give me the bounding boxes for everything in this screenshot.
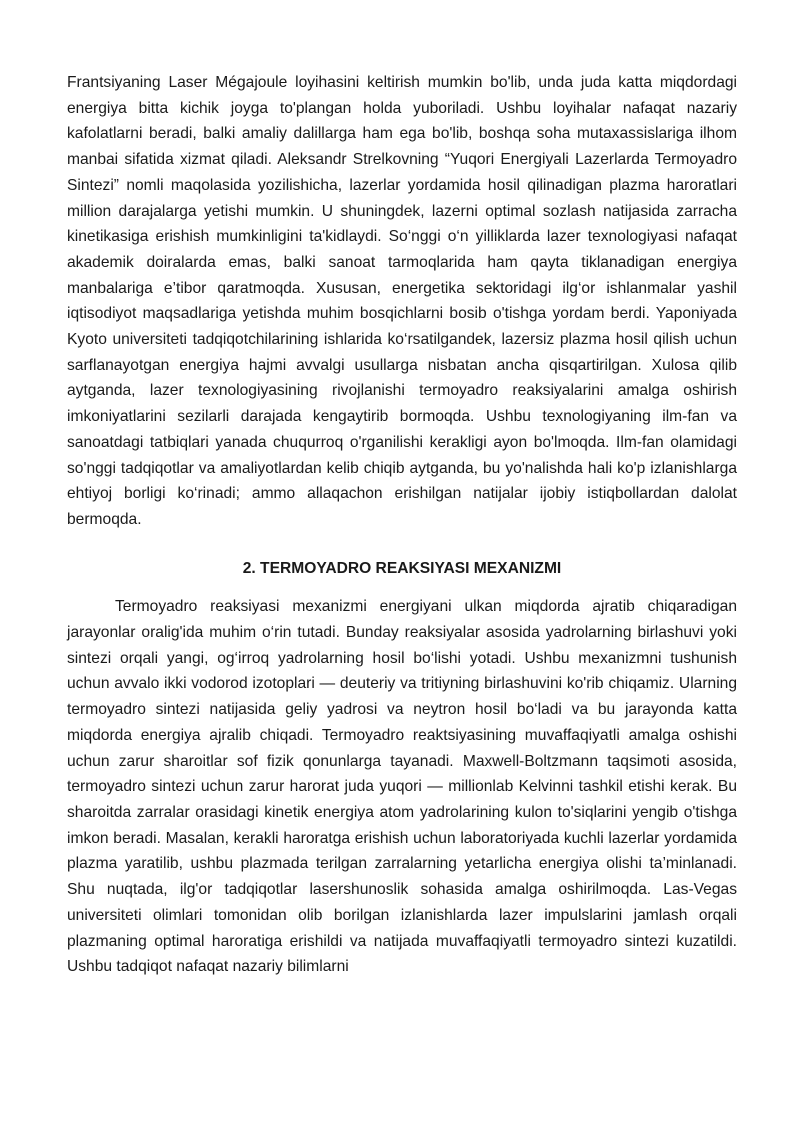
body-paragraph: Termoyadro reaksiyasi mexanizmi energiyani ulkan miqdorda ajratib chiqaradigan jarayonlar oralig'ida muhim o‘rin tutadi. Bunday reaksiyalar asosida yadrolarning birlashuvi yoki sintezi orqali yangi, og‘irroq yadrolarning hosil bo‘lishi yotadi. Ushbu mexanizmni tushunish uchun avvalo ikki vodorod izotoplari — deuteriy va tritiyning birlashuvini ko'rib chiqamiz. Ularning termoyadro sintezi natijasida geliy yadrosi va neytron hosil bo‘ladi va bu jarayonda katta miqdorda energiya ajralib chiqadi. Termoyadro reaktsiyasining muvaffaqiyatli amalga oshishi uchun zarur sharoitlar sof fizik qonunlarga tayanadi. Maxwell-Boltzmann taqsimoti asosida, termoyadro sintezi uchun zarur harorat juda yuqori — millionlab Kelvinni tashkil etishi kerak. Bu sharoitda zarralar orasidagi kinetik energiya atom yadrolarining kulon to'siqlarini yengib o'tishga imkon beradi. Masalan, kerakli haroratga erishish uchun laboratoriyada kuchli lazerlar yordamida plazma yaratilib, ushbu plazmada terilgan zarralarning yetarlicha energiya olishi ta’minlanadi. Shu nuqtada, ilg'or tadqiqotlar lasershunoslik sohasida amalga oshirilmoqda. Las-Vegas universiteti olimlari tomonidan olib borilgan izlanishlarda lazer impulslarini jamlash orqali plazmaning optimal haroratiga erishildi va natijada muvaffaqiyatli termoyadro sintezi kuzatildi. Ushbu tadqiqot nafaqat nazariy bilimlarni xyxy=(67,598,737,976)
section-heading: 2. TERMOYADRO REAKSIYASI MEXANIZMI xyxy=(242,559,562,577)
body-paragraph: Frantsiyaning Laser Mégajoule loyihasini keltirish mumkin bo'lib, unda juda katta miqdordagi energiya bitta kichik joyga to'plangan holda yuboriladi. Ushbu loyihalar nafaqat nazariy kafolatlarni beradi, balki amaliy dalillarga ham ega bo'lib, boshqa soha mutaxassislariga ilhom manbai sifatida xizmat qiladi. Aleksandr Strelkovning “Yuqori Energiyali Lazerlarda Termoyadro Sintezi” nomli maqolasida yozilishicha, lazerlar yordamida hosil qilinadigan plazma haroratlari million darajalarga yetishi mumkin. U shuningdek, lazerni optimal sozlash natijasida zarracha kinetikasiga erishish mumkinligini ta'kidlaydi. So‘nggi o‘n yilliklarda lazer texnologiyasi nafaqat akademik doiralarda emas, balki sanoat tarmoqlarida ham qayta tiklanadigan energiya manbalariga e’tibor qaratmoqda. Xususan, energetika sektoridagi ilg‘or ishlanmalar yashil iqtisodiyot maqsadlariga yetishda muhim bosqichlarni bosib o'tishga yordam berdi. Yaponiyada Kyoto universiteti tadqiqotchilarining ishlarida ko‘rsatilgandek, lazersiz plazma hosil qilish uchun sarflanayotgan energiya hajmi avvalgi usullarga nisbatan ancha qisqartirilgan. Xulosa qilib aytganda, lazer texnologiyasining rivojlanishi termoyadro reaksiyalarini amalga oshirish imkoniyatlarini sezilarli darajada kengaytirib bormoqda. Ushbu texnologiyaning ilm-fan va sanoatdagi tatbiqlari yanada chuqurroq o'rganilishi kerakligi ayon bo'lmoqda. Ilm-fan olamidagi so'nggi tadqiqotlar va amaliyotlardan kelib chiqib aytganda, bu yo'nalishda hali ko'p izlanishlarga ehtiyoj borligi ko‘rinadi; ammo allaqachon erishilgan natijalar ijobiy istiqbollardan dalolat bermoqda. xyxy=(67,74,737,528)
